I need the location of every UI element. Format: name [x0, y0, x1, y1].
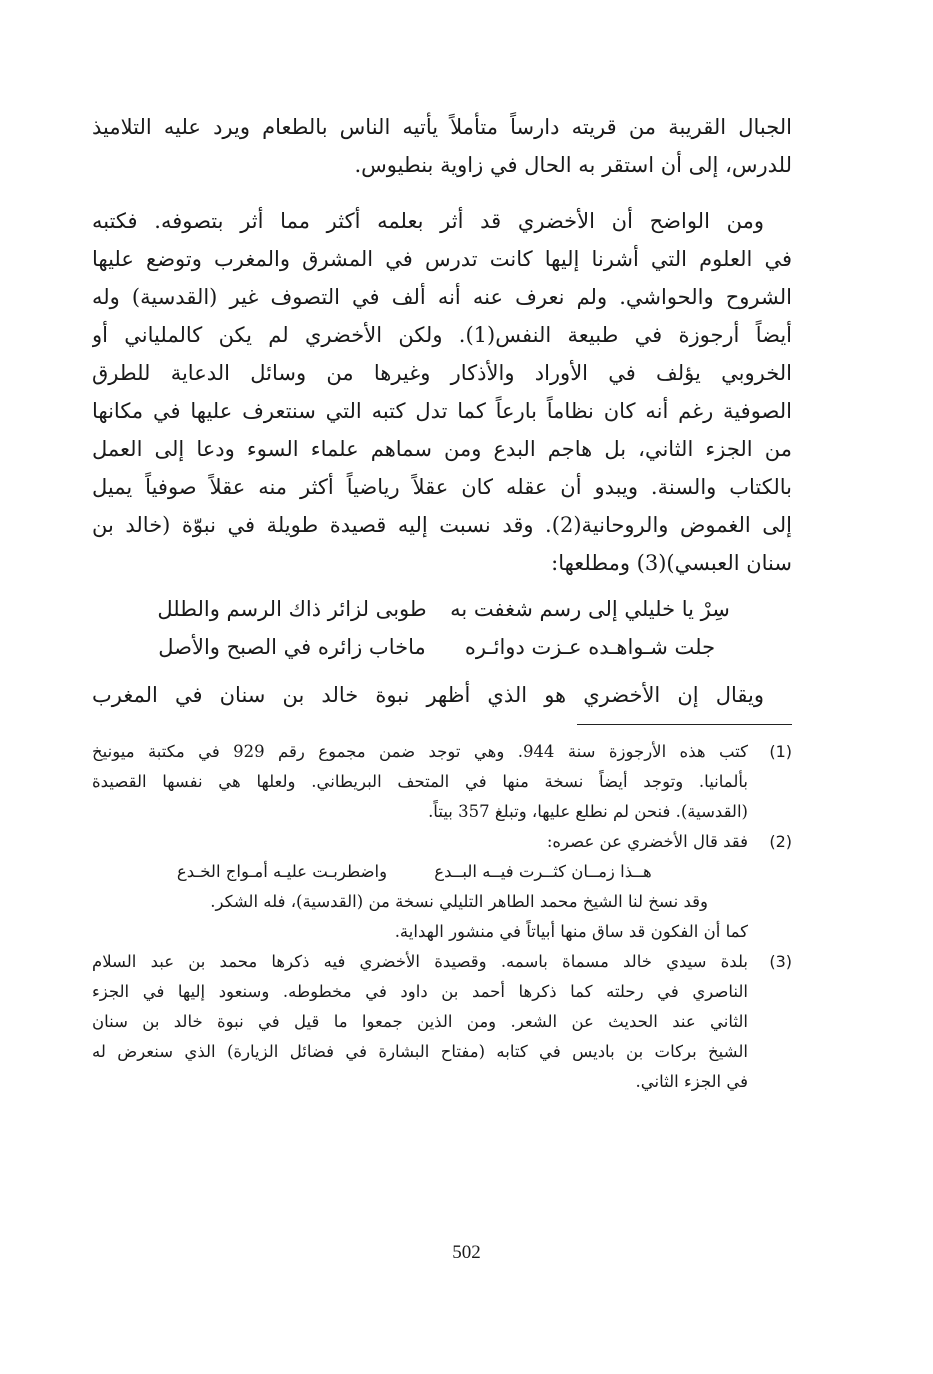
footnote-3 [92, 947, 792, 1097]
text-line: الصوفية رغم أنه كان نظاماً بارعاً كما تدل كتبه التي سنتعرف عليها في مكانها [92, 399, 792, 423]
footnote-line: (القدسية). فنحن لم نطلع عليها، وتبلغ 357 بيتاً. [428, 802, 748, 821]
text-line: ومن الواضح أن الأخضري قد أثر بعلمه أكثر مما أثر بتصوفه. فكتبه [92, 209, 764, 233]
footnote-line: بلدة سيدي خالد مسماة باسمه. وقصيدة الأخضري فيه ذكرها محمد بن عبد السلام [92, 952, 748, 971]
verse-second-hemistich: ماخاب زائره في الصبح والأصل [158, 635, 426, 659]
verse-second-hemistich: واضطربـت عليـه أمـواج الخـدع [176, 862, 388, 881]
paragraph-2 [92, 202, 792, 582]
text-line: الخروبي يؤلف في الأوراد والأذكار وغيرها من وسائل الدعاية للطرق [92, 361, 792, 385]
verse-first-hemistich: هــذا زمــان كثــرت فيــه البــدع [434, 862, 652, 881]
footnote-line: بألمانيا. وتوجد أيضاً نسخة منها في المتحف البريطاني. ولعلها هي نفسها القصيدة [92, 772, 748, 791]
text-line: إلى الغموض والروحانية(2). وقد نسبت إليه قصيدة طويلة في نبوّة (خالد بن [92, 513, 792, 537]
poem [92, 590, 792, 666]
text-line: بالكتاب والسنة. ويبدو أن عقله كان عقلاً رياضياً أكثر منه عقلاً صوفياً يميل [92, 475, 792, 499]
footnote-1 [92, 737, 792, 827]
footnote-line: كتب هذه الأرجوزة سنة 944. وهي توجد ضمن مجموع رقم 929 في مكتبة ميونيخ [92, 742, 748, 761]
page-number: 502 [452, 1242, 481, 1263]
footnote-line: الناصري في رحلته كما ذكرها أحمد بن داود في مخطوطه. وسنعود إليها في الجزء [92, 982, 748, 1001]
page-body [92, 108, 792, 1097]
text-line: ويقال إن الأخضري هو الذي أظهر نبوة خالد بن سنان في المغرب [92, 683, 764, 707]
footnote-line: وقد نسخ لنا الشيخ محمد الطاهر التليلي نسخة من (القدسية)، فله الشكر. [210, 892, 708, 911]
verse-first-hemistich: جلت شـواهـده عـزت دوائـره [464, 635, 716, 659]
footnote-line: الثاني عند الحديث عن الشعر. ومن الذين جمعوا ما قيل في نبوة خالد بن سنان [92, 1012, 748, 1031]
verse-row [92, 590, 792, 628]
footnote-line: في الجزء الثاني. [635, 1072, 748, 1091]
verse-second-hemistich: طوبى لزائر ذاك الرسم والطلل [157, 597, 427, 621]
footnote-verse [92, 857, 748, 887]
verse-first-hemistich: سِرْ يا خليلي إلى رسم شغفت به [450, 597, 730, 621]
text-line: الجبال القريبة من قريته دارساً متأملاً يأتيه الناس بالطعام ويرد عليه التلاميذ [92, 115, 792, 139]
footnote-number: (1) [769, 742, 792, 761]
footnotes [92, 737, 792, 1097]
verse-row [92, 628, 792, 666]
footnote-line: كما أن الفكون قد ساق منها أبياتاً في منشور الهداية. [394, 922, 748, 941]
text-line: سنان العبسي)(3) ومطلعها: [551, 551, 792, 575]
paragraph-3 [92, 676, 792, 714]
footnote-number: (3) [769, 952, 792, 971]
text-line: أيضاً أرجوزة في طبيعة النفس(1). ولكن الأخضري لم يكن كالملياني أو [92, 323, 792, 347]
footnote-line: فقد قال الأخضري عن عصره: [546, 832, 748, 851]
footnote-number: (2) [769, 832, 792, 851]
footnote-divider [577, 724, 792, 725]
text-line: من الجزء الثاني، بل هاجم البدع ومن سماهم علماء السوء ودعا إلى العمل [92, 437, 792, 461]
text-line: في العلوم التي أشرنا إليها كانت تدرس في المشرق والمغرب وتوضع عليها [92, 247, 792, 271]
footnote-2 [92, 827, 792, 947]
footnote-line: الشيخ بركات بن باديس في كتابه (مفتاح البشارة في فضائل الزيارة) الذي سنعرض له [92, 1042, 748, 1061]
text-line: للدرس، إلى أن استقر به الحال في زاوية بنطيوس. [354, 153, 792, 177]
text-line: الشروح والحواشي. ولم نعرف عنه أنه ألف في التصوف غير (القدسية) وله [92, 285, 792, 309]
paragraph-1 [92, 108, 792, 184]
